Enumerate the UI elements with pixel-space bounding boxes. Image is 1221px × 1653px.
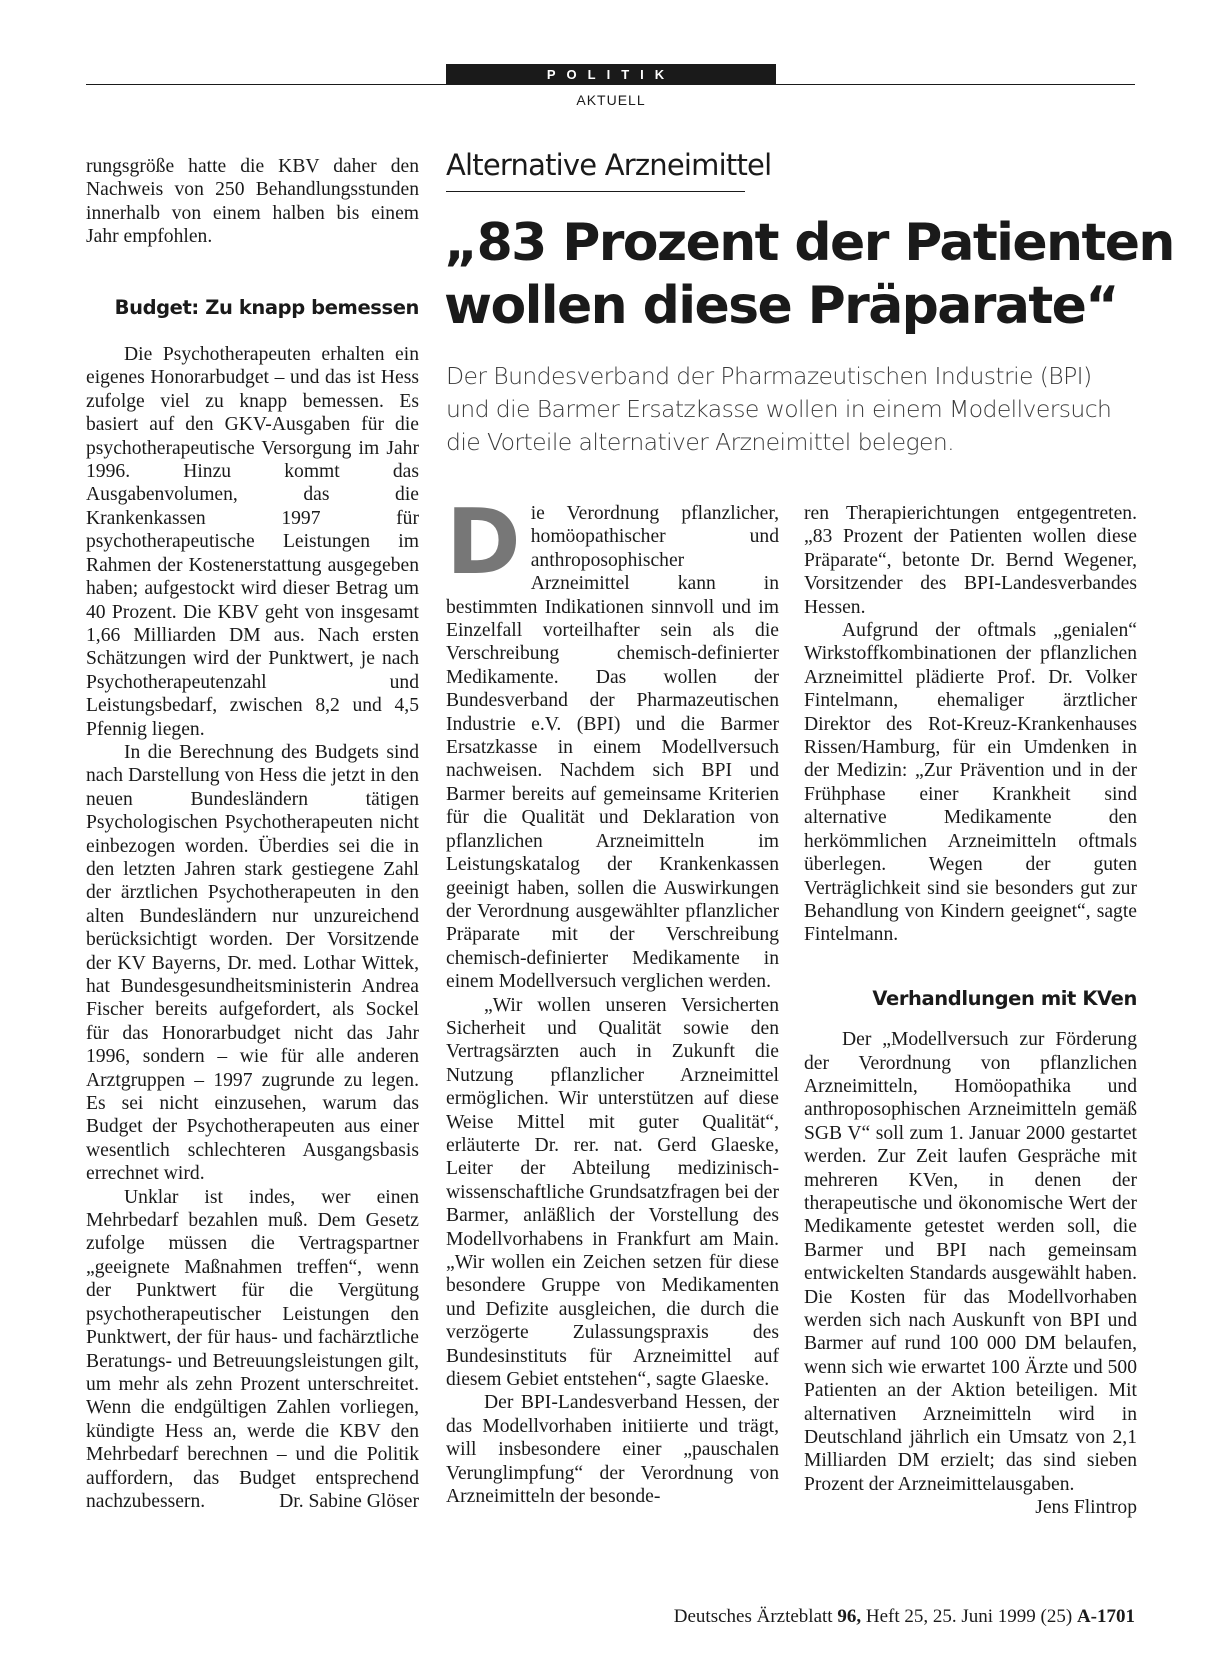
article-paragraph: „Wir wollen unseren Versicherten Sicherheit und Qualität sowie den Vertragsärzten auch in Zukunft die Nutzung pflanzlicher Arzneimittel ermöglichen. Wir unterstützen auf diese Weise Mittel mit guter Qualität“, erläuterte Dr. rer. nat. Gerd Glaeske, Leiter der Abteilung medizinisch-wissenschaftliche Grundsatzfragen bei der Barmer, anläßlich der Vorstellung des Modellvorhabens in Frankfurt am Main. „Wir wollen ein Zeichen setzen für diese besondere Gruppe von Medikamenten und Defizite ausgleichen, die durch die verzögerte Zulassungspraxis des Bundesinstituts für Arzneimittel auf diesem Gebiet entstehen“, sagte Glaeske. [446,994,779,1391]
prev-article-paragraph: In die Berechnung des Budgets sind nach Darstellung von Hess die jetzt in den neuen Bundesländern tätigen Psychologischen Psychotherapeuten nicht einbezogen worden. Überdies sei die in den letzten Jahren stark gestiegene Zahl der ärztlichen Psychotherapeuten in den alten Bundesländern nur unzureichend berücksichtigt worden. Der Vorsitzende der KV Bayerns, Dr. med. Lothar Wittek, hat Bundesgesundheitsministerin Andrea Fischer bereits aufgefordert, als Sockel für das Honorarbudget nicht das Jahr 1996, sondern – wie für alle anderen Arztgruppen – 1997 zugrunde zu legen. Es sei nicht einzusehen, warum das Budget der Psychotherapeuten aus einer wesentlich schlechteren Ausgangsbasis errechnet wird. [86,741,419,1185]
prev-article-subhead: Budget: Zu knapp bemessen [114,295,419,319]
column-3 [804,502,1137,1520]
lead-line-3: die Vorteile alternativer Arzneimittel belegen. [446,428,955,456]
article-author: Jens Flintrop [1035,1497,1137,1519]
article-paragraph-text: Der „Modellversuch zur Förderung der Verordnung von pflanzlichen Arzneimitteln, Homöopathika und anthroposophischen Arzneimitteln gemäß SGB V“ soll zum 1. Januar 2000 gestartet werden. Zur Zeit laufen Gespräche mit mehreren KVen, in denen der therapeutische und ökonomische Wert der Medikamente getestet werden soll, die Barmer und BPI nach gemeinsam entwickelten Standards ausgewählt haben. Die Kosten für das Modellvorhaben werden sich nach Auskunft von BPI und Barmer auf rund 100 000 DM belaufen, wenn sich wie erwartet 100 Ärzte und 500 Patienten an der Aktion beteiligen. Mit alternativen Arzneimitteln wird in Deutschland jährlich ein Umsatz von 2,1 Milliarden DM erzielt; das sind sieben Prozent der Arzneimittelausgaben. [804,1029,1137,1495]
article-paragraph: Der BPI-Landesverband Hessen, der das Modellvorhaben initiierte und trägt, will insbesondere einer „pauschalen Verunglimpfung“ der Verordnung von Arzneimitteln der besonde- [446,1392,779,1508]
prev-article-paragraph-text: Unklar ist indes, wer einen Mehrbedarf bezahlen muß. Dem Gesetz zufolge müssen die Vertragspartner „geeignete Maßnahmen treffen“, wenn der Punktwert für die Vergütung psychotherapeutischer Leistungen den Punktwert, der für haus- und fachärztliche Beratungs- und Betreuungsleistungen gilt, um mehr als zehn Prozent unterschreitet. Wenn die endgültigen Zahlen vorliegen, kündigte Hess an, werde die KBV den Mehrbedarf berechnen – und die Politik auffordern, das Budget entsprechend nachzubessern. [86,1186,419,1512]
kicker-underline [446,191,745,192]
article-first-paragraph-text: ie Verordnung pflanzlicher, homöopathischer und anthroposophischer Arzneimittel kann in bestimmten Indikationen sinnvoll und im Einzelfall vorteilhafter sein als die Verschreibung chemisch-definierter Medikamente. Das wollen der Bundesverband der Pharmazeutischen Industrie e.V. (BPI) und die Barmer Ersatzkasse in einem Modellversuch nachweisen. Nachdem sich BPI und Barmer bereits auf gemeinsame Kriterien für die Qualität und Deklaration von pflanzlichen Arzneimitteln im Leistungskatalog der Krankenkassen geeinigt haben, sollen die Auswirkungen der Verordnung ausgewählter pflanzlicher Präparate mit der Verschreibung chemisch-definierter Medikamente in einem Modellversuch verglichen werden. [446,503,779,993]
footer-journal: Deutsches Ärzteblatt [673,1606,838,1627]
footer-volume: 96, [837,1606,862,1627]
drop-cap: D [446,490,521,595]
page-footer [674,1606,1135,1628]
lead-line-1: Der Bundesverband der Pharmazeutischen Industrie (BPI) [446,362,1092,390]
prev-article-author: Dr. Sabine Glöser [279,1490,419,1512]
subsection-label: AKTUELL [576,92,646,108]
article-lead [446,360,1146,459]
article-paragraph: ren Therapierichtungen entgegentreten. „83 Prozent der Patienten wollen diese Präparate“, betonte Dr. Bernd Wegener, Vorsitzender des BPI-Landesverbandes Hessen. [804,503,1137,618]
headline-line-1: „83 Prozent der Patienten [444,213,1174,273]
column-2 [446,490,779,1508]
article-paragraph: Aufgrund der oftmals „genialen“ Wirkstoffkombinationen der pflanzlichen Arzneimittel plädierte Prof. Dr. Volker Fintelmann, ehemaliger ärztlicher Direktor des Rot-Kreuz-Krankenhauses Rissen/Hamburg, für ein Umdenken in der Medizin: „Zur Prävention und in der Frühphase einer Krankheit sind alternative Medikamente den herkömmlichen Arzneimitteln oftmals überlegen. Wegen der guten Verträglichkeit sind sie besonders gut zur Behandlung von Kindern geeignet“, sagte Fintelmann. [804,620,1137,946]
article-paragraph-last [804,1028,1137,1519]
article-first-paragraph [446,490,779,994]
prev-article-paragraph-last [86,1186,419,1514]
headline-line-2: wollen diese Präparate“ [444,276,1118,336]
lead-line-2: und die Barmer Ersatzkasse wollen in einem Modellversuch [446,395,1112,423]
section-label: POLITIK [446,64,776,85]
column-1 [86,155,419,1513]
footer-page-number: A-1701 [1076,1606,1135,1627]
footer-issue: Heft 25, 25. Juni 1999 (25) [861,1606,1077,1627]
article-subhead: Verhandlungen mit KVen [872,986,1137,1010]
article-kicker: Alternative Arzneimittel [446,148,772,182]
prev-article-intro: rungsgröße hatte die KBV daher den Nachweis von 250 Behandlungsstunden innerhalb von einem halben bis einem Jahr empfohlen. [86,156,419,248]
article-headline [444,212,1174,338]
prev-article-paragraph: Die Psychotherapeuten erhalten ein eigenes Honorarbudget – und das ist Hess zufolge viel zu knapp bemessen. Es basiert auf den GKV-Ausgaben für die psychotherapeutische Versorgung im Jahr 1996. Hinzu kommt das Ausgabenvolumen, das die Krankenkassen 1997 für psychotherapeutische Leistungen im Rahmen der Kostenerstattung ausgegeben haben; aufgestockt wird dieser Betrag um 40 Prozent. Die KBV geht von insgesamt 1,66 Milliarden DM aus. Nach ersten Schätzungen wird der Punktwert, je nach Psychotherapeutenzahl und Leistungsbedarf, zwischen 8,2 und 4,5 Pfennig liegen. [86,344,419,740]
